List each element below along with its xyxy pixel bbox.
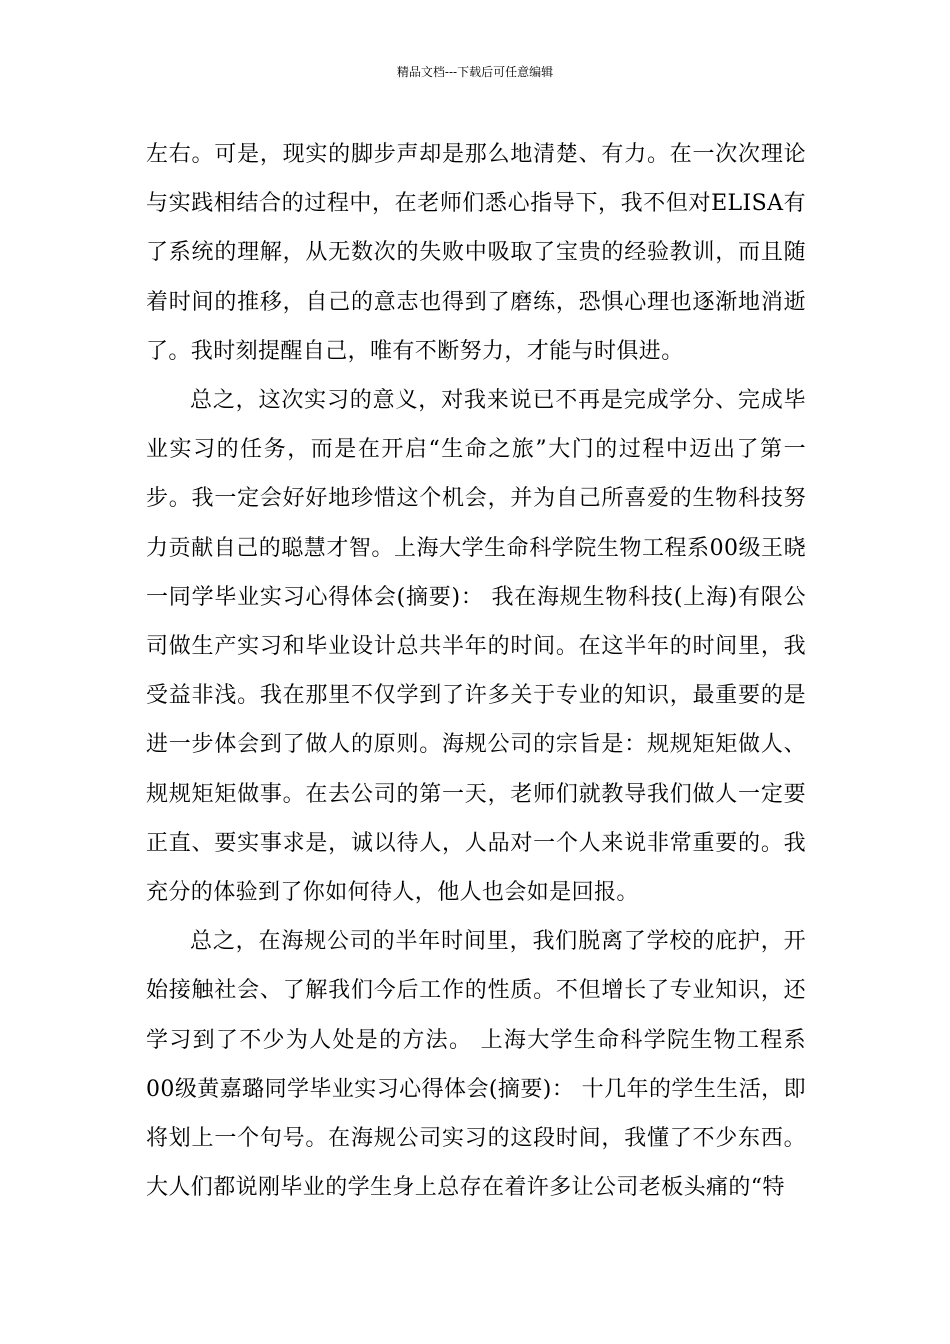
paragraph-3: 总之，在海规公司的半年时间里，我们脱离了学校的庇护，开始接触社会、了解我们今后工作的性质。不但增长了专业知识，还学习到了不少为人处是的方法。 上海大学生命科学院生物工程系00级黄嘉璐同学毕业实习心得体会(摘要)： 十几年的学生生活，即将划上一个句号。在海规公司实习的这段时间，我懂了不少东西。大人们都说刚毕业的学生身上总存在着许多让公司老板头痛的“特 — [146, 929, 806, 1201]
page-header: 精品文档---下载后可任意编辑 — [396, 65, 554, 79]
paragraph-2: 总之，这次实习的意义，对我来说已不再是完成学分、完成毕业实习的任务，而是在开启“生命之旅”大门的过程中迈出了第一步。我一定会好好地珍惜这个机会，并为自己所喜爱的生物科技努力贡献自己的聪慧才智。上海大学生命科学院生物工程系00级王晓一同学毕业实习心得体会(摘要)： 我在海规生物科技(上海)有限公司做生产实习和毕业设计总共半年的时间。在这半年的时间里，我受益非浅。我在那里不仅学到了许多关于专业的知识，最重要的是进一步体会到了做人的原则。海规公司的宗旨是：规规矩矩做人、规规矩矩做事。在去公司的第一天，老师们就教导我们做人一定要正直、要实事求是，诚以待人，人品对一个人来说非常重要的。我充分的体验到了你如何待人，他人也会如是回报。 — [146, 388, 806, 906]
paragraph-1: 左右。可是，现实的脚步声却是那么地清楚、有力。在一次次理论与实践相结合的过程中，在老师们悉心指导下，我不但对ELISA有了系统的理解，从无数次的失败中吸取了宝贵的经验教训，而且随着时间的推移，自己的意志也得到了磨练，恐惧心理也逐渐地消逝了。我时刻提醒自己，唯有不断努力，才能与时俱进。 — [146, 142, 806, 364]
document-body — [146, 130, 806, 1212]
